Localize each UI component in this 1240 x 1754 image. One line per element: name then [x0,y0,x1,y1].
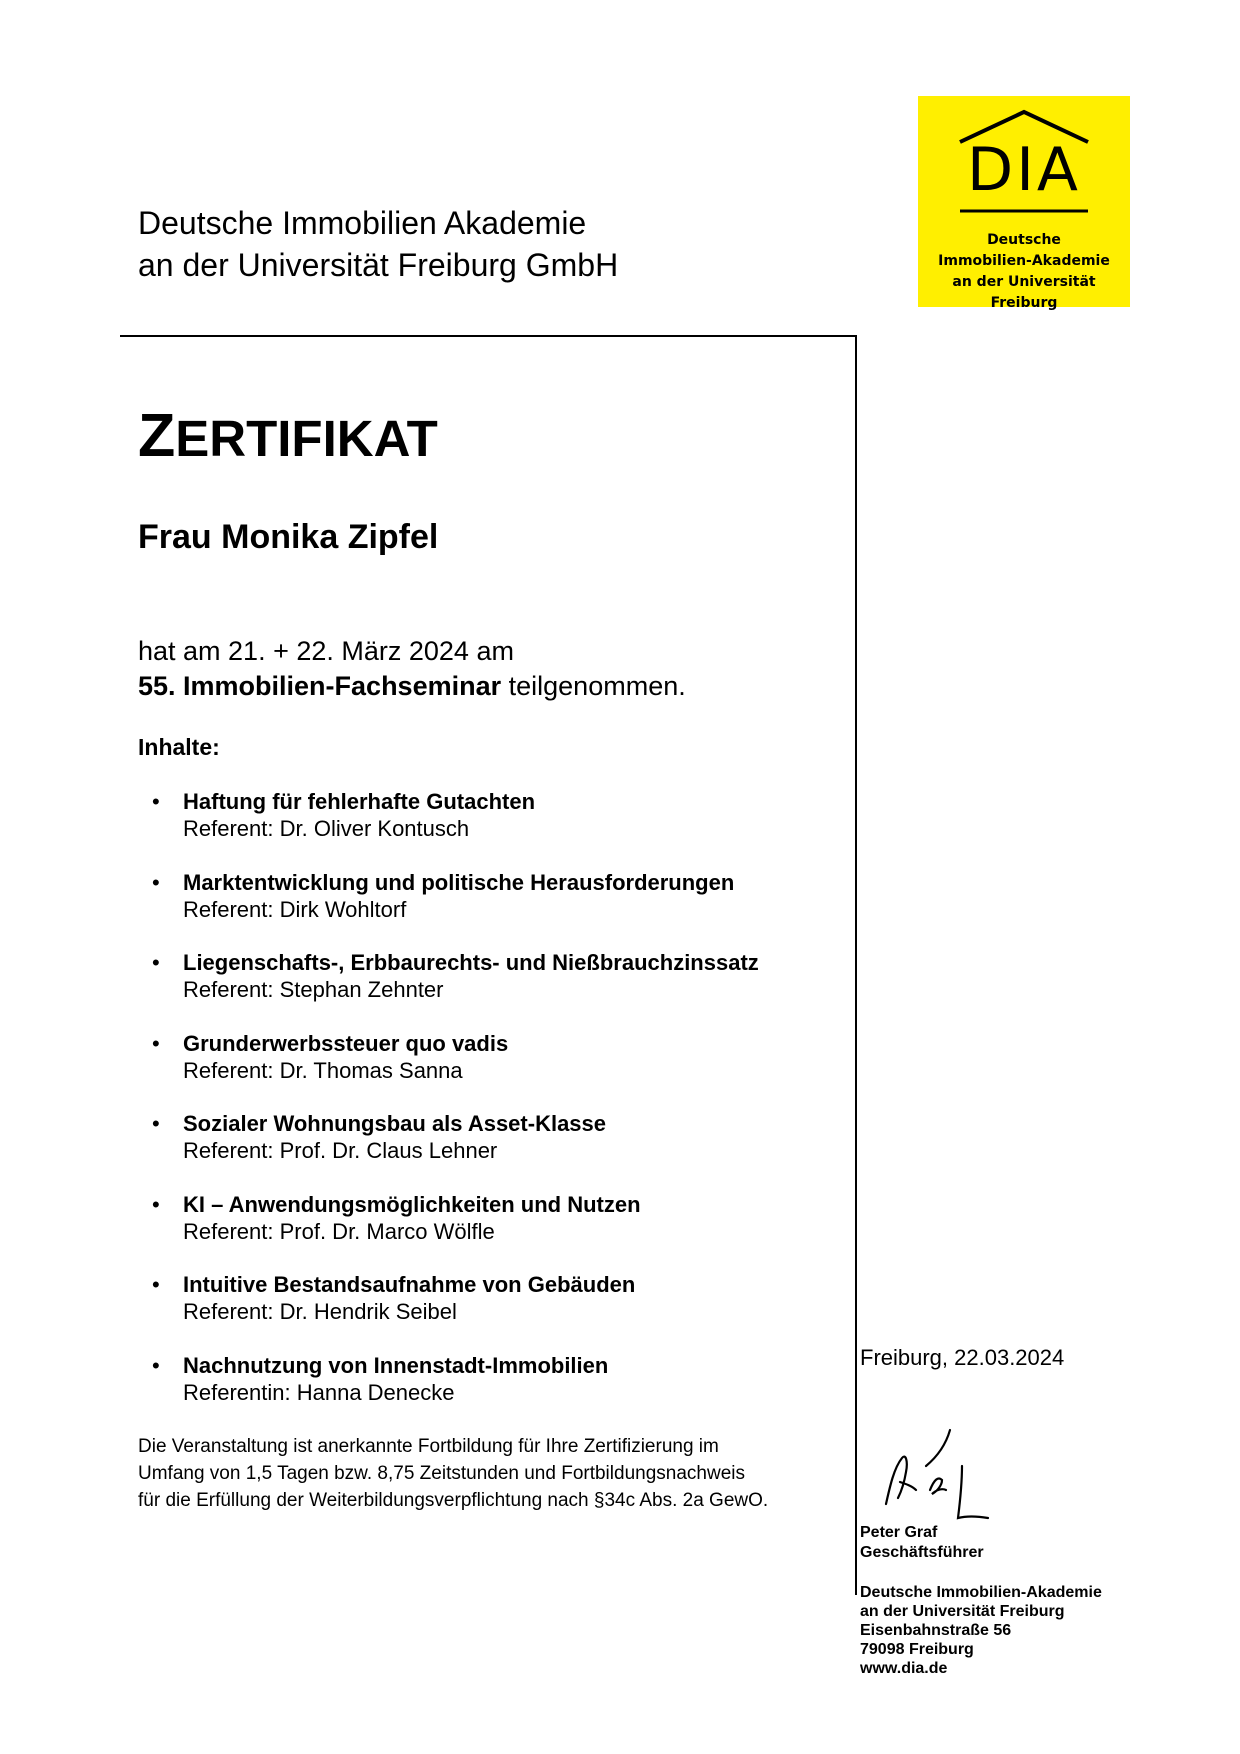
address-line-4: 79098 Freiburg [860,1641,974,1658]
topic-title: Marktentwicklung und politische Herausforderungen [183,869,735,895]
topic-item [152,1271,852,1352]
topics-list [152,788,852,1432]
topic-speaker: Referent: Stephan Zehnter [183,977,444,1002]
place-date: Freiburg, 22.03.2024 [860,1345,1065,1370]
topic-speaker: Referent: Dr. Oliver Kontusch [183,816,470,841]
accreditation-line-2: Umfang von 1,5 Tagen bzw. 8,75 Zeitstunden und Fortbildungsnachweis [138,1463,745,1484]
topic-item [152,1352,852,1433]
accreditation-line-1: Die Veranstaltung ist anerkannte Fortbildung für Ihre Zertifizierung im [138,1436,719,1457]
org-name-line-1: Deutsche Immobilien Akademie [138,205,587,241]
org-name-line-2: an der Universität Freiburg GmbH [138,247,619,283]
topic-item [152,1191,852,1272]
address-line-1: Deutsche Immobilien-Akademie [860,1584,1102,1601]
bullet-icon: • [152,869,160,895]
topic-item [152,1110,852,1191]
seminar-name: 55. Immobilien-Fachseminar [138,671,502,701]
signature-image [876,1406,1006,1526]
participation-line-1: hat am 21. + 22. März 2024 am [138,636,514,666]
logo-text-line-2: Immobilien-Akademie [938,253,1110,269]
logo-text [918,230,1130,314]
signer-role: Geschäftsführer [860,1544,984,1561]
topic-title: Liegenschafts-, Erbbaurechts- und Nießbrauchzinssatz [183,950,759,975]
horizontal-divider [120,335,856,337]
participation-suffix: teilgenommen. [501,671,686,701]
topic-item [152,949,852,1030]
bullet-icon: • [152,789,160,814]
vertical-divider [855,335,857,1595]
topic-item [152,788,852,869]
bullet-icon: • [152,950,160,975]
topic-speaker: Referent: Dr. Hendrik Seibel [183,1299,457,1324]
bullet-icon: • [152,1352,160,1378]
address-line-3: Eisenbahnstraße 56 [860,1622,1012,1639]
address-block [860,1583,1102,1678]
topic-title: KI – Anwendungsmöglichkeiten und Nutzen [183,1191,641,1217]
title-initial: Z [138,401,176,469]
certificate-title [138,400,438,474]
logo-letters: DIA [967,135,1081,205]
topic-speaker: Referentin: Hanna Denecke [183,1379,455,1405]
topic-title: Grunderwerbssteuer quo vadis [183,1030,509,1056]
participation-line-2 [138,669,686,704]
bullet-icon: • [152,1272,160,1297]
participation-statement [138,634,686,704]
topic-speaker: Referent: Prof. Dr. Marco Wölfle [183,1218,495,1244]
bullet-icon: • [152,1030,160,1056]
address-line-2: an der Universität Freiburg [860,1603,1065,1620]
topic-speaker: Referent: Prof. Dr. Claus Lehner [183,1138,498,1163]
topic-item [152,869,852,950]
website-link: www.dia.de [860,1660,948,1677]
signer-name: Peter Graf [860,1524,938,1541]
topic-speaker: Referent: Dirk Wohltorf [183,896,407,922]
recipient-name: Frau Monika Zipfel [138,518,439,556]
accreditation-line-3: für die Erfüllung der Weiterbildungsverpflichtung nach §34c Abs. 2a GewO. [138,1490,769,1511]
topic-title: Sozialer Wohnungsbau als Asset-Klasse [183,1111,607,1136]
signer-block [860,1523,984,1563]
topic-title: Haftung für fehlerhafte Gutachten [183,789,536,814]
logo-text-line-3: an der Universität Freiburg [952,274,1096,311]
title-rest: ERTIFIKAT [175,410,438,467]
topic-title: Nachnutzung von Innenstadt-Immobilien [183,1352,609,1378]
logo-text-line-1: Deutsche [987,232,1061,248]
accreditation-note [138,1433,768,1514]
dia-logo [918,96,1130,311]
bullet-icon: • [152,1191,160,1217]
contents-heading: Inhalte: [138,734,220,760]
topic-title: Intuitive Bestandsaufnahme von Gebäuden [183,1272,636,1297]
bullet-icon: • [152,1111,160,1136]
topic-speaker: Referent: Dr. Thomas Sanna [183,1057,463,1083]
topic-item [152,1030,852,1111]
